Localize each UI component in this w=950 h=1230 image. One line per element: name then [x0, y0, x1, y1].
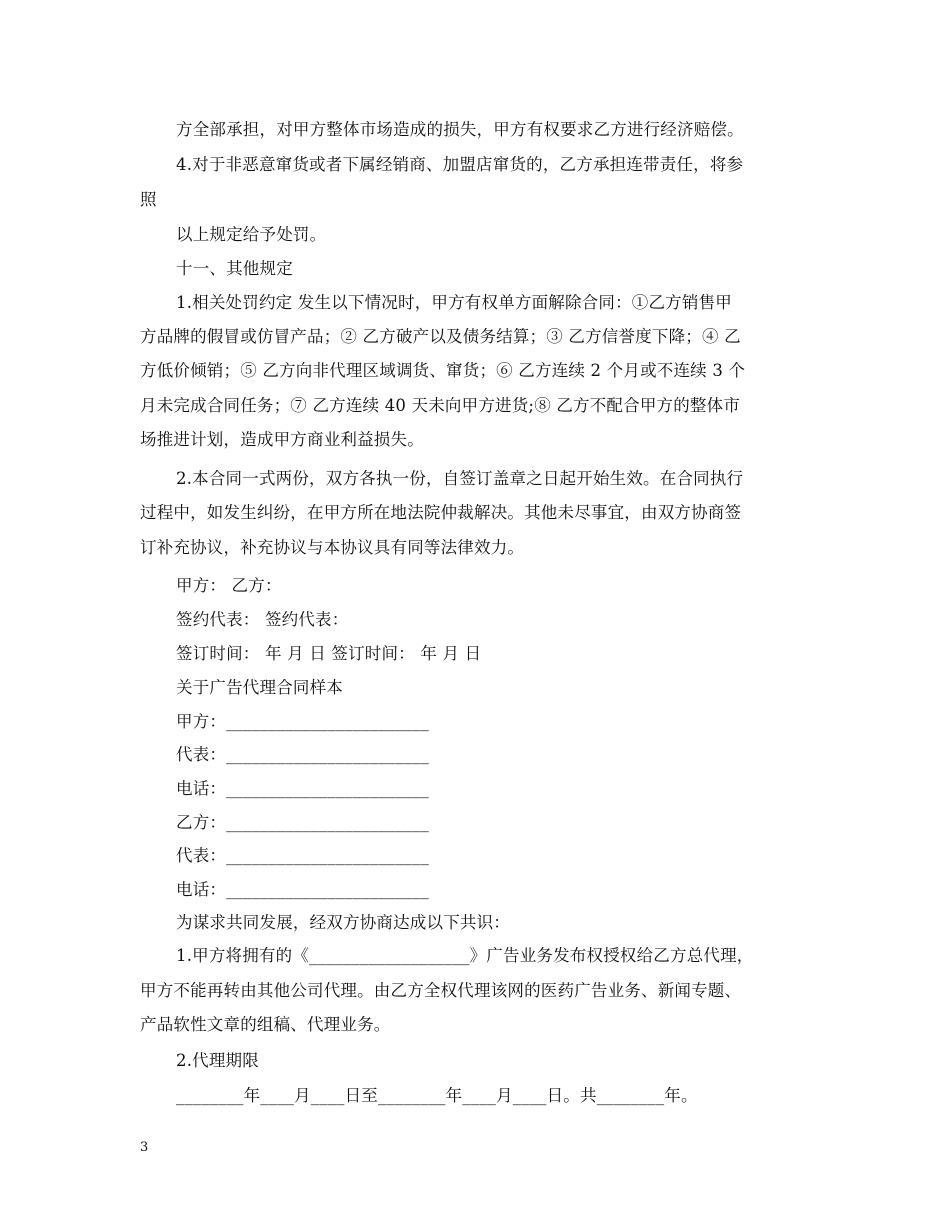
signature-line: 签订时间： 年 月 日 签订时间： 年 月 日 — [176, 644, 482, 663]
paragraph-line: 订补充协议，补充协议与本协议具有同等法律效力。 — [140, 538, 525, 557]
paragraph-line: 2.代理期限 — [176, 1051, 259, 1070]
form-field-line: 乙方：________________________ — [176, 813, 429, 832]
form-field-line: 代表：________________________ — [176, 846, 429, 865]
form-field-line: 电话：________________________ — [176, 779, 429, 798]
form-field-line: 甲方：________________________ — [176, 712, 429, 731]
paragraph-line: 以上规定给予处罚。 — [176, 225, 327, 244]
paragraph-line: 过程中，如发生纠纷，在甲方所在地法院仲裁解决。其他未尽事宜，由双方协商签 — [140, 503, 742, 522]
signature-line: 甲方： 乙方： — [176, 576, 282, 595]
paragraph-line: 方品牌的假冒或仿冒产品；② 乙方破产以及债务结算；③ 乙方信誉度下降；④ 乙 — [140, 327, 741, 346]
form-field-line: 代表：________________________ — [176, 745, 429, 764]
paragraph-line: 照 — [140, 190, 157, 209]
date-range-line: ________年____月____日至________年____月____日。共________年。 — [176, 1086, 698, 1105]
paragraph-line: 月未完成合同任务；⑦ 乙方连续 40 天未向甲方进货;⑧ 乙方不配合甲方的整体市 — [140, 396, 741, 415]
paragraph-line: 1.甲方将拥有的《___________________》广告业务发布权授权给乙方总代理， — [176, 946, 754, 965]
paragraph-line: 方全部承担，对甲方整体市场造成的损失，甲方有权要求乙方进行经济赔偿。 — [176, 120, 744, 139]
paragraph-line: 为谋求共同发展，经双方协商达成以下共识： — [176, 913, 510, 932]
paragraph-line: 4.对于非恶意窜货或者下属经销商、加盟店窜货的，乙方承担连带责任，将参 — [176, 155, 744, 174]
paragraph-line: 方低价倾销；⑤ 乙方向非代理区域调货、窜货；⑥ 乙方连续 2 个月或不连续 3 个 — [140, 361, 746, 380]
paragraph-line: 甲方不能再转由其他公司代理。由乙方全权代理该网的医药广告业务、新闻专题、 — [140, 981, 742, 1000]
contract-title: 关于广告代理合同样本 — [176, 678, 343, 697]
section-heading: 十一、其他规定 — [176, 259, 293, 278]
form-field-line: 电话：________________________ — [176, 880, 429, 899]
paragraph-line: 场推进计划，造成甲方商业利益损失。 — [140, 430, 424, 449]
paragraph-line: 产品软性文章的组稿、代理业务。 — [140, 1015, 391, 1034]
signature-line: 签约代表： 签约代表： — [176, 610, 349, 629]
paragraph-line: 2.本合同一式两份，双方各执一份，自签订盖章之日起开始生效。在合同执行 — [176, 469, 744, 488]
paragraph-line: 1.相关处罚约定 发生以下情况时，甲方有权单方面解除合同：①乙方销售甲 — [176, 293, 732, 312]
page-number: 3 — [140, 1140, 149, 1155]
